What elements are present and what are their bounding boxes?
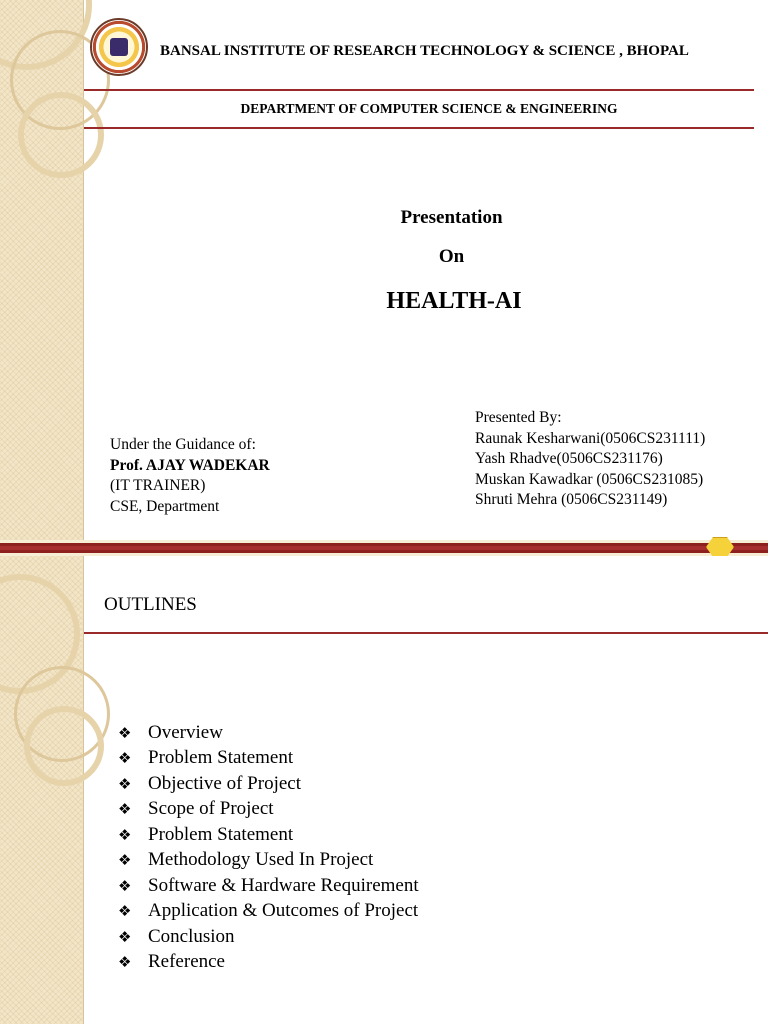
- list-item: [118, 746, 419, 772]
- list-item: [118, 848, 419, 874]
- slide-divider-band: [0, 540, 768, 556]
- diamond-bullet-icon: ❖: [118, 927, 132, 946]
- guide-name: Prof. AJAY WADEKAR: [110, 456, 270, 474]
- project-title: HEALTH-AI: [386, 288, 522, 314]
- outline-title: OUTLINES: [104, 594, 197, 615]
- diamond-bullet-icon: ❖: [118, 723, 132, 742]
- presenter-name: Shruti Mehra (0506CS231149): [475, 491, 668, 508]
- guide-role: (IT TRAINER): [110, 477, 206, 494]
- list-item: [118, 797, 419, 823]
- outline-list: [118, 720, 419, 975]
- presenter-name: Yash Rhadve(0506CS231176): [475, 450, 663, 467]
- diamond-bullet-icon: ❖: [118, 953, 132, 972]
- left-decorative-strip: [0, 0, 84, 540]
- presenter-name: Raunak Kesharwani(0506CS231111): [475, 429, 706, 447]
- outline-title-rule: [84, 632, 768, 634]
- outline-item-label: Methodology Used In Project: [148, 849, 374, 871]
- institute-name: BANSAL INSTITUTE OF RESEARCH TECHNOLOGY & SCIENCE , BHOPAL: [160, 43, 689, 59]
- department-name: DEPARTMENT OF COMPUTER SCIENCE & ENGINEERING: [240, 101, 618, 116]
- presentation-label: Presentation: [400, 207, 503, 228]
- presenters-block: [475, 408, 705, 511]
- outline-item-label: Reference: [148, 951, 225, 973]
- diamond-bullet-icon: ❖: [118, 774, 132, 793]
- outline-item-label: Objective of Project: [148, 772, 302, 794]
- list-item: [118, 720, 419, 746]
- guidance-heading: Under the Guidance of:: [110, 436, 256, 453]
- diamond-bullet-icon: ❖: [118, 749, 132, 768]
- presenter-name: Muskan Kawadkar (0506CS231085): [475, 470, 704, 488]
- guidance-block: [110, 435, 270, 517]
- outline-item-label: Software & Hardware Requirement: [148, 874, 419, 896]
- diamond-bullet-icon: ❖: [118, 825, 132, 844]
- outline-item-label: Scope of Project: [148, 798, 274, 820]
- list-item: [118, 924, 419, 950]
- list-item: [118, 873, 419, 899]
- guide-department: CSE, Department: [110, 497, 220, 515]
- diamond-bullet-icon: ❖: [118, 800, 132, 819]
- header-rule-top: [84, 89, 754, 91]
- list-item: [118, 771, 419, 797]
- list-item: [118, 899, 419, 925]
- list-item: [118, 950, 419, 976]
- left-decorative-strip: [0, 556, 84, 1024]
- outline-item-label: Problem Statement: [148, 823, 294, 845]
- header-rule-bottom: [84, 127, 754, 129]
- diamond-bullet-icon: ❖: [118, 876, 132, 895]
- list-item: [118, 822, 419, 848]
- diamond-bullet-icon: ❖: [118, 902, 132, 921]
- presenters-heading: Presented By:: [475, 409, 562, 426]
- outline-item-label: Conclusion: [148, 925, 235, 947]
- institute-logo: [90, 18, 148, 76]
- outline-item-label: Problem Statement: [148, 747, 294, 769]
- diamond-bullet-icon: ❖: [118, 851, 132, 870]
- outline-item-label: Application & Outcomes of Project: [148, 900, 419, 922]
- on-label: On: [438, 246, 465, 267]
- outline-slide: [0, 556, 768, 1024]
- outline-item-label: Overview: [148, 721, 223, 743]
